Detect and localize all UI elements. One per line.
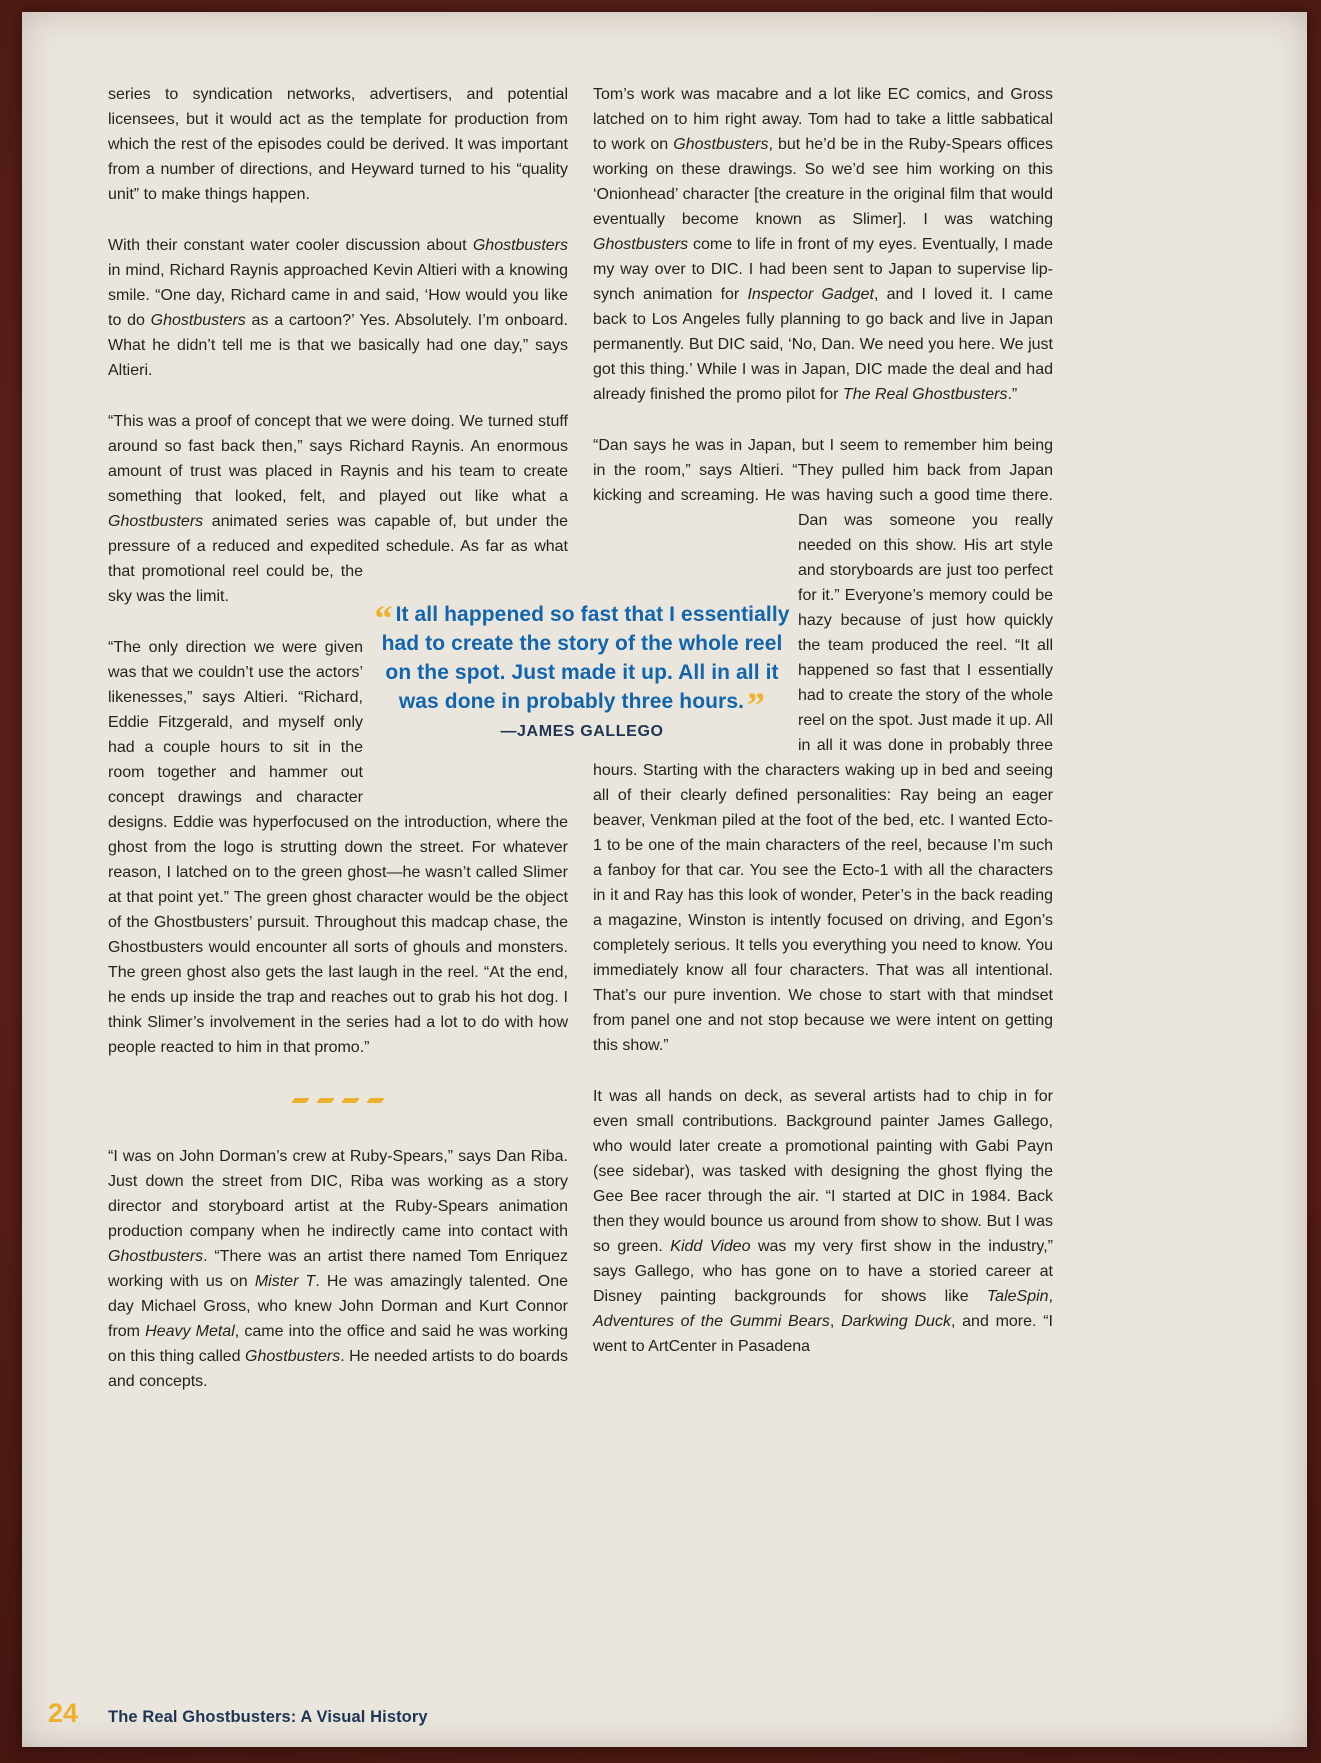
paragraph-segment: “Dan says he was in Japan, but I seem to remember him being in the room,” says Altieri. “They pulled him back from Japan kicking and screaming. He was having such a good [593,437,1053,504]
pull-quote [372,600,792,741]
pull-quote-attribution: —JAMES GALLEGO [500,723,664,740]
section-divider [108,1086,568,1094]
paragraph-segment: time there. Dan was someone you really needed on this show. His art style and storyboards are just too perfect for it.” Everyone’s memory could be hazy because of just how quickly the team produced the reel. “It all happened so fast that I essentially had to create the story of the whole reel on the spot. Just made it up. All in all it was done in probably three hours. Starting with the characters waking up in bed and seeing all of their clearly defined personalities: Ray being an eager beaver, Venkman piled at the foot of the bed, etc. I wanted Ecto-1 to be one of the main characters of the reel, because I’m such a fanboy for that car. You see the Ecto-1 with all the characters in it and Ray has this look of wonder, Peter’s in the back reading a magazine, Winston is intently focused on driving, and Egon’s completely serious. It tells you everything you need to know. You immediately know all four characters. That was all intentional. That’s our pure invention. We chose to start with that mindset from panel one and not stop because we were intent on getting this show.” [593,487,1054,1054]
paragraph [108,409,568,609]
paragraph: Tom’s work was macabre and a lot like EC comics, and Gross latched on to him right away. Tom had to take a little sabbatical to work on Ghostbusters, but he’d be in the Ruby-Spears offices working on these drawings. So we’d see him working on this ‘Onionhead’ character [the creature in the original film that would eventually become known as Slimer]. I was watching Ghostbusters come to life in front of my eyes. Eventually, I made my way over to DIC. I had been sent to Japan to supervise lip-synch animation for Inspector Gadget, and I loved it. I came back to Los Angeles fully planning to go back and live in Japan permanently. But DIC said, ‘No, Dan. We need you here. We just got this thing.’ While I was in Japan, DIC made the deal and had already finished the promo pilot for The Real Ghostbusters.” [593,86,1054,403]
open-quote-icon: “ [374,598,393,638]
paragraph [593,433,1053,1058]
page [22,12,1307,1747]
close-quote-icon: ” [747,685,766,725]
paragraph: It was all hands on deck, as several artists had to chip in for even small contributions. Background painter James Gallego, who would later create a promotional painting with Gabi Payn (see sidebar), was tasked with designing the ghost flying the Gee Bee racer through the air. “I started at DIC in 1984. Back then they would bounce us around from show to show. But I was so green. Kidd Video was my very first show in the industry,” says Gallego, who has gone on to have a storied career at Disney painting backgrounds for shows like TaleSpin, Adventures of the Gummi Bears, Darkwing Duck, and more. “I went to ArtCenter in Pasadena [593,1088,1054,1355]
book-title: The Real Ghostbusters: A Visual History [108,1708,428,1726]
paragraph: With their constant water cooler discussion about Ghostbusters in mind, Richard Raynis approached Kevin Altieri with a knowing smile. “One day, Richard came in and said, ‘How would you like to do Ghostbusters as a cartoon?’ Yes. Absolutely. I’m onboard. What he didn’t tell me is that we basically had one day,” says Altieri. [108,237,568,379]
slash-icon [341,1098,360,1103]
slash-icon [291,1098,310,1103]
paragraph-segment: “This was a proof of concept that we were doing. We turned stuff around so fast back then,” says Richard Raynis. An enormous amount of trust was placed in Raynis and his team to create something that looked, felt, and played out like what a Ghostbusters animated series was capable of, but under the pressure of a reduced and expedited [108,413,568,555]
slash-icon [366,1098,385,1103]
pull-quote-body: It all happened so fast that I essentially had to create the story of the whole reel on the spot. Just made it up. All in all it was done in probably three hours. [381,603,790,713]
paragraph: series to syndication networks, advertisers, and potential licensees, but it would act as the template for production from which the rest of the episodes could be derived. It was important from a number of directions, and Heyward turned to his “quality unit” to make things happen. [108,86,568,203]
paragraph: “The only direction we were given was that we couldn’t use the actors’ likenesses,” says Altieri. “Richard, Eddie Fitzgerald, and myself only had a couple hours to sit in the room together and hammer out concept drawings and character designs. Eddie was hyperfocused on the introduction, where the ghost from the logo is strutting down the street. For whatever reason, I latched on to the green ghost—he wasn’t called Slimer at that point yet.” The green ghost character would be the object of the Ghostbusters’ pursuit. Throughout this madcap chase, the Ghostbusters would encounter all sorts of ghouls and monsters. The green ghost also gets the last laugh in the reel. “At the end, he ends up inside the trap and reaches out to grab his hot dog. I think Slimer’s involvement in the series had a lot to do with how people reacted to him in that promo.” [108,639,568,1056]
paragraph-segment: schedule. As far as what that promotional reel could be, the sky was the limit. [108,538,568,605]
pull-quote-text [372,598,792,725]
slash-icon [316,1098,335,1103]
page-number: 24 [48,1698,79,1728]
paragraph: “I was on John Dorman’s crew at Ruby-Spears,” says Dan Riba. Just down the street from DIC, Riba was working as a story director and storyboard artist at the Ruby-Spears animation production company when he indirectly came into contact with Ghostbusters. “There was an artist there named Tom Enriquez working with us on Mister T. He was amazingly talented. One day Michael Gross, who knew John Dorman and Kurt Connor from Heavy Metal, came into the office and said he was working on this thing called Ghostbusters. He needed artists to do boards and concepts. [108,1148,569,1390]
page-footer [48,1698,428,1729]
